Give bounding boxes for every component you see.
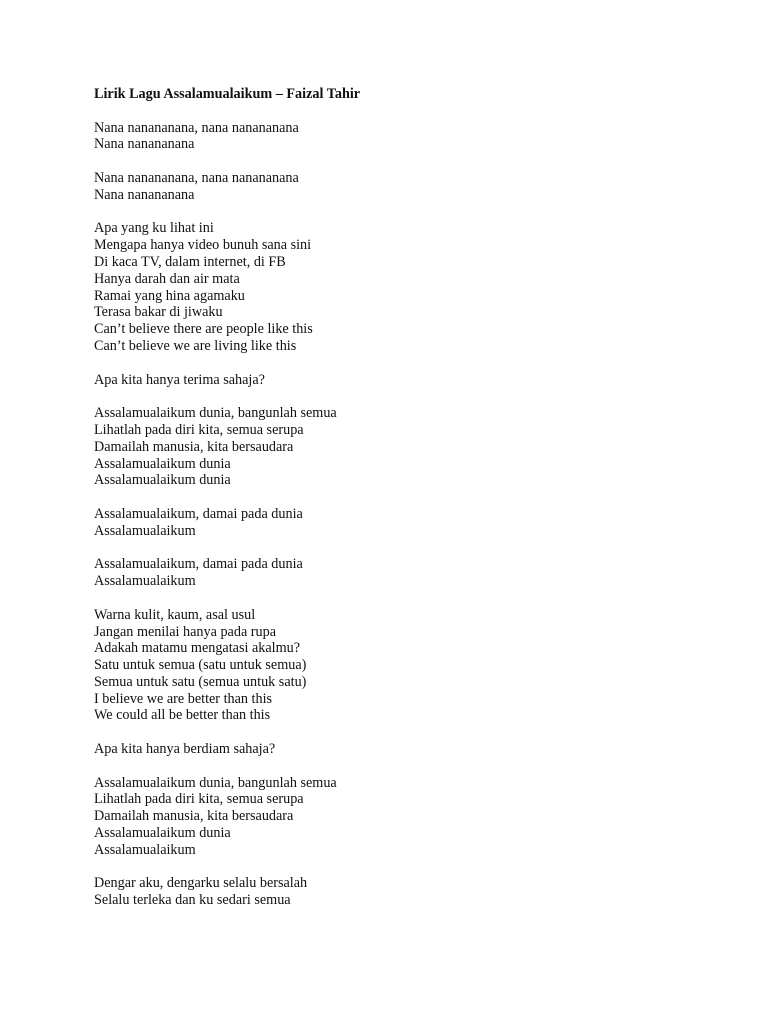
lyric-line: Nana nanananana, nana nanananana	[94, 119, 299, 136]
lyric-line: Mengapa hanya video bunuh sana sini	[94, 237, 312, 254]
lyric-line: Lihatlah pada diri kita, semua serupa	[94, 791, 304, 808]
lyric-line: Assalamualaikum	[94, 522, 196, 539]
lyric-line: Semua untuk satu (semua untuk satu)	[94, 673, 307, 690]
lyric-line: I believe we are better than this	[94, 690, 273, 707]
lyric-line: Damailah manusia, kita bersaudara	[94, 438, 294, 455]
document-title: Lirik Lagu Assalamualaikum – Faizal Tahir	[94, 86, 361, 102]
lyric-line: Warna kulit, kaum, asal usul	[94, 606, 256, 623]
lyric-line: Jangan menilai hanya pada rupa	[94, 623, 276, 640]
lyric-line: Nana nanananana, nana nanananana	[94, 169, 299, 186]
stanza	[94, 556, 714, 590]
stanza	[94, 506, 714, 540]
lyric-line: Lihatlah pada diri kita, semua serupa	[94, 421, 304, 438]
lyric-line: Can’t believe there are people like this	[94, 321, 313, 338]
lyric-line: Nana nanananana	[94, 186, 195, 203]
lyric-line: Dengar aku, dengarku selalu bersalah	[94, 875, 308, 892]
lyric-line: Assalamualaikum	[94, 841, 196, 858]
lyric-line: Hanya darah dan air mata	[94, 270, 240, 287]
lyric-line: Damailah manusia, kita bersaudara	[94, 808, 294, 825]
lyric-line: Assalamualaikum, damai pada dunia	[94, 505, 303, 522]
lyric-line: Apa kita hanya terima sahaja?	[94, 371, 265, 388]
lyric-line: Can’t believe we are living like this	[94, 337, 297, 354]
stanza	[94, 372, 714, 389]
lyric-line: Terasa bakar di jiwaku	[94, 304, 223, 321]
stanza	[94, 875, 714, 909]
stanza	[94, 741, 714, 758]
lyric-line: Ramai yang hina agamaku	[94, 287, 245, 304]
stanza	[94, 775, 714, 859]
lyric-line: Assalamualaikum dunia	[94, 472, 231, 489]
lyric-line: Assalamualaikum dunia, bangunlah semua	[94, 774, 337, 791]
lyric-line: Apa yang ku lihat ini	[94, 220, 214, 237]
lyric-line: Assalamualaikum, damai pada dunia	[94, 556, 303, 573]
lyric-line: Apa kita hanya berdiam sahaja?	[94, 741, 276, 758]
lyric-line: Adakah matamu mengatasi akalmu?	[94, 640, 301, 657]
lyric-line: Selalu terleka dan ku sedari semua	[94, 892, 291, 909]
stanza	[94, 405, 714, 489]
stanza	[94, 170, 714, 204]
lyric-line: Satu untuk semua (satu untuk semua)	[94, 657, 307, 674]
stanza	[94, 120, 714, 154]
stanza	[94, 220, 714, 354]
stanza-list	[94, 120, 714, 909]
lyric-line: Assalamualaikum	[94, 573, 196, 590]
lyric-line: Assalamualaikum dunia, bangunlah semua	[94, 405, 337, 422]
lyric-line: Assalamualaikum dunia	[94, 825, 231, 842]
lyric-line: Nana nanananana	[94, 136, 195, 153]
lyric-line: Di kaca TV, dalam internet, di FB	[94, 253, 286, 270]
lyrics-content	[94, 86, 714, 926]
lyric-line: We could all be better than this	[94, 707, 271, 724]
lyric-line: Assalamualaikum dunia	[94, 455, 231, 472]
stanza	[94, 607, 714, 725]
